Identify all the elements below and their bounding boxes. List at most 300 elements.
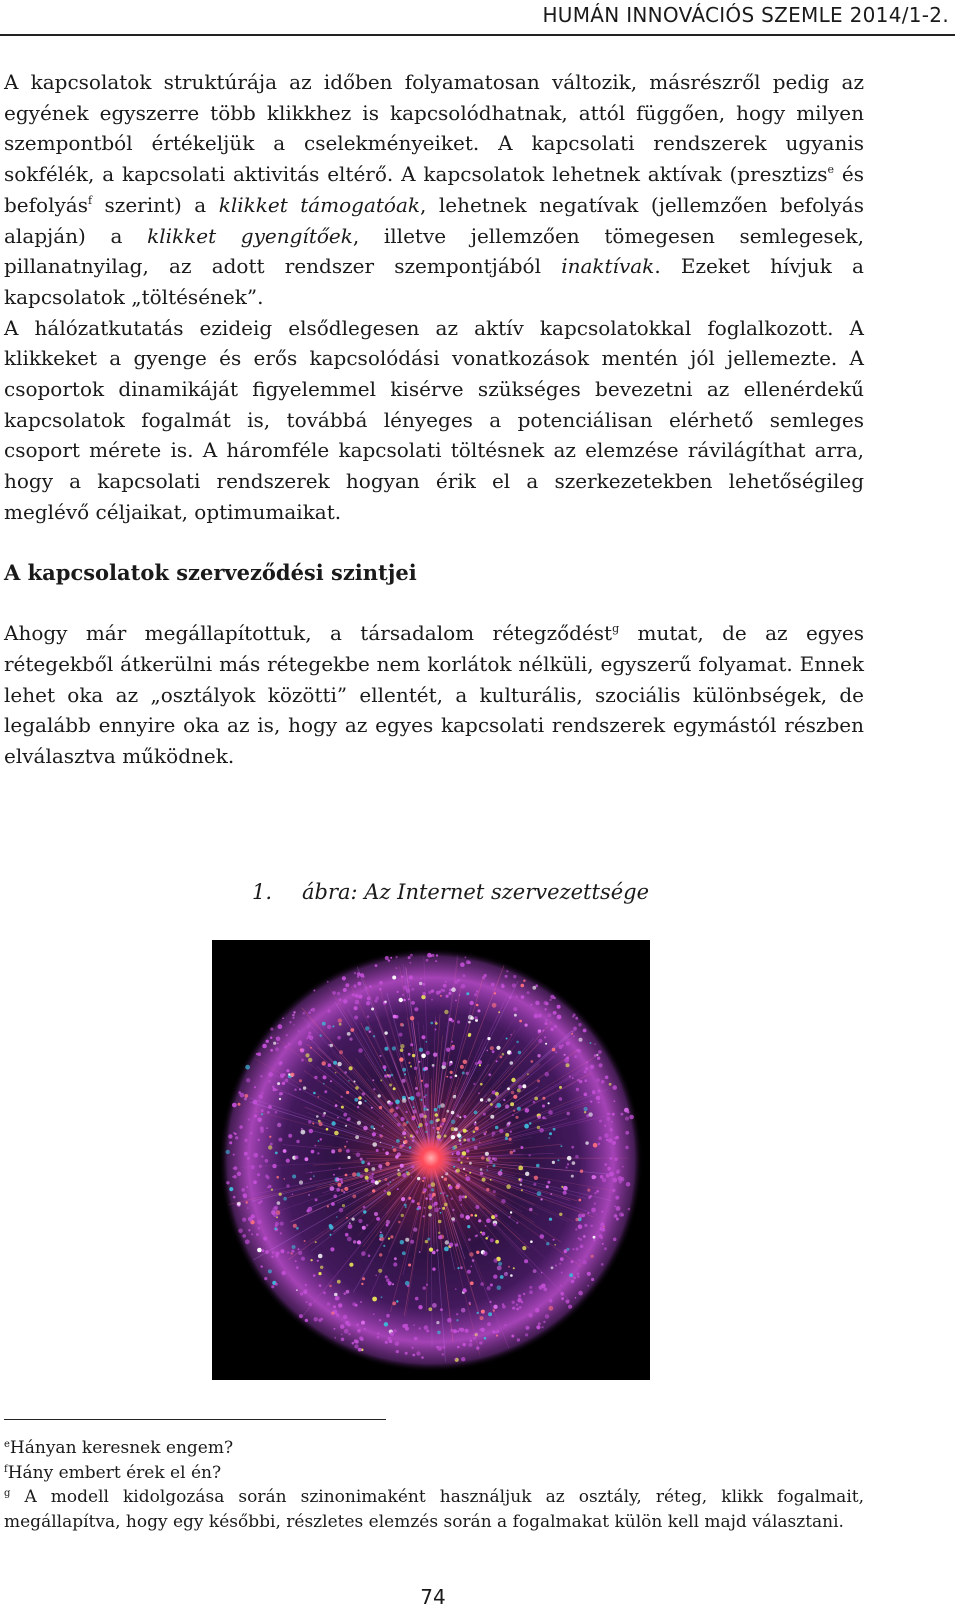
network-node — [371, 1167, 375, 1171]
network-node — [369, 1031, 371, 1033]
network-node — [580, 1170, 583, 1173]
footnote-g: $^g$ A modell kidolgozása során szinonimaként használjuk az osztály, réteg, klikk fogalmait, megállapítva, hogy egy későbbi, részletes elemzés során a fogalmakat külön kell majd választani. — [4, 1487, 864, 1532]
network-node — [472, 1259, 475, 1262]
network-node — [401, 1214, 404, 1217]
network-node — [276, 1176, 279, 1179]
network-node — [296, 1227, 299, 1230]
network-node — [470, 1214, 473, 1217]
network-node — [472, 1138, 475, 1141]
network-node — [585, 1079, 588, 1082]
network-node — [429, 1248, 433, 1252]
network-node — [337, 1183, 341, 1187]
network-node — [492, 1003, 497, 1008]
network-node — [334, 1337, 336, 1339]
network-node — [451, 1020, 454, 1023]
network-node — [256, 1233, 259, 1236]
network-node — [466, 1072, 469, 1075]
network-node — [566, 1063, 570, 1067]
network-node — [456, 1151, 460, 1155]
network-node — [416, 1092, 421, 1097]
network-node — [475, 1235, 478, 1238]
network-node — [330, 1080, 332, 1082]
network-node — [485, 1131, 487, 1133]
network-node — [493, 1309, 495, 1311]
network-node — [339, 1167, 341, 1169]
network-node — [411, 1176, 413, 1178]
network-node — [265, 1159, 269, 1163]
network-node — [456, 1319, 458, 1321]
network-node — [511, 1078, 515, 1082]
network-node — [361, 1283, 363, 1285]
network-node — [266, 1176, 269, 1179]
network-node — [276, 1089, 278, 1091]
network-node — [402, 1144, 405, 1147]
network-node — [491, 983, 495, 987]
network-node — [374, 999, 377, 1002]
network-node — [432, 1303, 437, 1308]
network-node — [456, 1183, 460, 1187]
network-node — [457, 1346, 460, 1349]
network-node — [466, 1176, 471, 1181]
network-node — [424, 1191, 426, 1193]
network-node — [411, 1200, 414, 1203]
network-node — [604, 1133, 609, 1138]
network-node — [337, 1062, 341, 1066]
network-node — [243, 1195, 246, 1198]
network-node — [519, 1020, 522, 1023]
network-node — [566, 1041, 570, 1045]
network-node — [424, 1067, 428, 1071]
network-node — [444, 1203, 448, 1207]
network-node — [563, 1191, 567, 1195]
network-node — [373, 1088, 375, 1090]
network-node — [301, 1059, 304, 1062]
network-node — [379, 1134, 382, 1137]
network-node — [408, 981, 410, 983]
network-node — [469, 1162, 472, 1165]
network-node — [360, 995, 363, 998]
network-node — [313, 1092, 316, 1095]
network-node — [410, 1065, 412, 1067]
network-node — [451, 1120, 456, 1125]
network-node — [427, 1238, 430, 1241]
network-node — [436, 1321, 439, 1324]
network-node — [493, 1164, 496, 1167]
network-node — [343, 1315, 348, 1320]
network-node — [275, 1224, 278, 1227]
network-node — [500, 1169, 502, 1171]
network-node — [397, 1188, 399, 1190]
network-node — [479, 1142, 481, 1144]
figure-number: 1. — [252, 880, 273, 904]
network-node — [614, 1100, 616, 1102]
network-node — [612, 1141, 616, 1145]
network-node — [495, 1331, 498, 1334]
network-node — [576, 1088, 579, 1091]
network-node — [308, 1302, 312, 1306]
network-node — [233, 1154, 235, 1156]
network-node — [419, 1113, 424, 1118]
network-node — [278, 1138, 282, 1142]
network-node — [357, 982, 361, 986]
network-node — [335, 1072, 337, 1074]
network-node — [571, 1280, 575, 1284]
network-node — [299, 1079, 302, 1082]
network-node — [446, 995, 449, 998]
network-node — [322, 1114, 325, 1117]
network-node — [516, 1308, 519, 1311]
network-node — [245, 1239, 250, 1244]
network-node — [290, 1252, 292, 1254]
network-node — [344, 1146, 346, 1148]
network-node — [513, 1150, 516, 1153]
network-node — [308, 1011, 311, 1014]
network-node — [504, 1324, 506, 1326]
network-node — [525, 1172, 529, 1176]
network-node — [572, 1248, 574, 1250]
network-node — [505, 975, 508, 978]
network-node — [280, 1249, 284, 1253]
network-node — [295, 1260, 297, 1262]
network-node — [307, 1035, 310, 1038]
network-node — [472, 1334, 474, 1336]
network-node — [453, 1329, 457, 1333]
network-node — [349, 1038, 352, 1041]
network-node — [457, 1133, 461, 1137]
network-node — [261, 1109, 264, 1112]
network-node — [399, 1033, 403, 1037]
network-node — [579, 1259, 581, 1261]
network-node — [459, 1116, 461, 1118]
network-node — [590, 1101, 592, 1103]
network-node — [513, 1110, 515, 1112]
network-node — [594, 1054, 597, 1057]
network-node — [564, 1058, 569, 1063]
figure-caption-text: ábra: Az Internet szervezettsége — [302, 880, 650, 904]
network-node — [438, 1105, 441, 1108]
network-node — [584, 1224, 587, 1227]
network-node — [380, 1168, 382, 1170]
network-node — [322, 1022, 326, 1026]
network-node — [521, 995, 525, 999]
network-node — [375, 964, 378, 967]
network-node — [575, 1017, 578, 1020]
network-node — [314, 1145, 316, 1147]
network-node — [292, 1017, 294, 1019]
network-node — [305, 1157, 309, 1161]
network-node — [506, 1184, 511, 1189]
network-node — [292, 1014, 295, 1017]
network-node — [318, 1319, 321, 1322]
network-node — [461, 1155, 464, 1158]
network-node — [415, 1087, 418, 1090]
network-node — [603, 1226, 605, 1228]
network-node — [498, 1262, 502, 1266]
network-node — [610, 1157, 613, 1160]
network-node — [535, 1308, 540, 1313]
network-node — [345, 1321, 350, 1326]
network-node — [427, 1330, 430, 1333]
network-node — [366, 1224, 368, 1226]
network-node — [500, 1275, 504, 1279]
network-node — [553, 1011, 557, 1015]
network-node — [493, 1223, 496, 1226]
network-node — [298, 1248, 300, 1250]
network-node — [360, 1301, 362, 1303]
network-node — [341, 1096, 343, 1098]
network-node — [518, 1085, 522, 1089]
network-node — [423, 1215, 425, 1217]
network-node — [568, 1305, 572, 1309]
network-node — [600, 1175, 604, 1179]
network-node — [553, 1128, 556, 1131]
network-node — [384, 1031, 387, 1034]
network-node — [387, 1074, 389, 1076]
network-node — [401, 1197, 405, 1201]
network-node — [400, 1164, 404, 1168]
footnote-ref-e[interactable]: e — [827, 163, 835, 177]
network-node — [541, 1284, 546, 1289]
network-node — [356, 1172, 360, 1176]
network-node — [275, 1111, 278, 1114]
network-node — [482, 1232, 486, 1236]
running-header — [0, 0, 955, 36]
network-node — [608, 1138, 612, 1142]
network-node — [331, 1121, 335, 1125]
network-node — [330, 1186, 335, 1191]
network-node — [354, 1081, 356, 1083]
network-node — [470, 1266, 472, 1268]
network-node — [426, 1051, 430, 1055]
network-node — [463, 1129, 467, 1133]
network-node — [598, 1050, 602, 1054]
network-node — [318, 1254, 323, 1259]
network-node — [614, 1206, 616, 1208]
network-node — [313, 1175, 315, 1177]
network-node — [533, 1101, 536, 1104]
network-node — [397, 1172, 401, 1176]
footnote-ref-f[interactable]: f — [87, 193, 93, 207]
network-node — [587, 1272, 591, 1276]
network-node — [514, 1014, 517, 1017]
network-node — [314, 1076, 317, 1079]
network-node — [508, 1266, 510, 1268]
network-node — [504, 1272, 508, 1276]
network-node — [468, 1343, 472, 1347]
network-node — [537, 1126, 540, 1129]
network-node — [298, 1251, 302, 1255]
network-node — [248, 1118, 250, 1120]
network-node — [298, 1030, 300, 1032]
network-node — [598, 1090, 600, 1092]
network-node — [246, 1078, 250, 1082]
network-node — [545, 1118, 547, 1120]
network-node — [270, 1143, 273, 1146]
network-node — [244, 1152, 248, 1156]
network-node — [386, 1278, 390, 1282]
network-node — [401, 976, 404, 979]
network-node — [409, 985, 411, 987]
network-node — [248, 1229, 250, 1231]
network-node — [480, 1098, 483, 1101]
network-node — [293, 1024, 295, 1026]
network-node — [441, 1122, 444, 1125]
network-node — [559, 1263, 561, 1265]
network-node — [414, 1007, 418, 1011]
network-node — [451, 1198, 453, 1200]
network-node — [463, 1139, 466, 1142]
network-node — [283, 1197, 287, 1201]
network-node — [272, 1086, 275, 1089]
network-node — [422, 992, 426, 996]
network-node — [454, 980, 458, 984]
network-node — [331, 1202, 335, 1206]
network-node — [551, 1266, 554, 1269]
network-node — [607, 1113, 609, 1115]
network-node — [261, 1113, 263, 1115]
network-node — [355, 1086, 359, 1090]
network-node — [478, 1009, 481, 1012]
network-node — [462, 1072, 465, 1075]
network-node — [492, 1330, 495, 1333]
network-node — [545, 1072, 550, 1077]
network-node — [226, 1150, 230, 1154]
network-node — [257, 1248, 262, 1253]
network-node — [346, 1217, 348, 1219]
network-node — [489, 1301, 491, 1303]
network-node — [365, 1176, 369, 1180]
network-node — [273, 1088, 277, 1092]
network-node — [506, 1124, 509, 1127]
network-node — [383, 1149, 385, 1151]
network-node — [487, 1169, 489, 1171]
network-node — [361, 1251, 366, 1256]
network-node — [571, 1260, 574, 1263]
network-node — [460, 1266, 463, 1269]
network-node — [525, 1333, 528, 1336]
network-node — [555, 1265, 557, 1267]
network-node — [412, 1054, 415, 1057]
network-node — [510, 1211, 512, 1213]
network-node — [612, 1113, 615, 1116]
network-node — [279, 1098, 281, 1100]
network-node — [566, 1166, 568, 1168]
network-node — [516, 1222, 518, 1224]
network-node — [529, 1208, 533, 1212]
network-node — [333, 1305, 336, 1308]
network-node — [427, 953, 432, 958]
network-node — [329, 1224, 333, 1228]
network-node — [378, 1180, 381, 1183]
network-node — [234, 1166, 238, 1170]
network-node — [454, 1127, 458, 1131]
network-node — [566, 1248, 569, 1251]
network-node — [586, 1061, 588, 1063]
network-node — [400, 1240, 404, 1244]
network-node — [535, 984, 538, 987]
network-node — [401, 1117, 403, 1119]
network-node — [250, 1132, 253, 1135]
network-node — [594, 1043, 596, 1045]
network-node — [596, 1096, 601, 1101]
network-node — [352, 1194, 356, 1198]
footnotes — [4, 1436, 864, 1534]
network-node — [575, 1155, 579, 1159]
network-node — [469, 1302, 471, 1304]
network-node — [543, 1288, 547, 1292]
network-node — [496, 1095, 499, 1098]
network-node — [343, 1191, 345, 1193]
network-node — [513, 1007, 517, 1011]
network-node — [349, 1263, 353, 1267]
network-node — [452, 1209, 454, 1211]
network-node — [458, 979, 461, 982]
network-node — [537, 1115, 541, 1119]
network-node — [273, 1213, 278, 1218]
network-node — [460, 1065, 464, 1069]
network-node — [404, 1204, 407, 1207]
network-node — [577, 1276, 579, 1278]
network-node — [396, 1139, 400, 1143]
network-node — [308, 1207, 313, 1212]
network-node — [293, 1224, 297, 1228]
network-node — [406, 1111, 408, 1113]
network-node — [565, 1299, 569, 1303]
network-node — [461, 1357, 465, 1361]
network-node — [432, 1251, 436, 1255]
network-node — [513, 1095, 517, 1099]
network-node — [337, 992, 340, 995]
network-node — [394, 1257, 397, 1260]
network-node — [237, 1202, 241, 1206]
network-node — [373, 1313, 375, 1315]
footnote-ref-g[interactable]: g — [612, 622, 620, 636]
network-node — [348, 1080, 350, 1082]
network-node — [537, 1080, 540, 1083]
network-node — [487, 1037, 490, 1040]
network-node — [320, 1034, 322, 1036]
network-node — [308, 1058, 312, 1062]
network-node — [308, 1026, 310, 1028]
network-node — [450, 1071, 453, 1074]
network-node — [571, 1146, 574, 1149]
network-node — [534, 1014, 539, 1019]
network-node — [549, 1299, 553, 1303]
network-node — [343, 1113, 347, 1117]
network-node — [601, 1080, 605, 1084]
network-node — [405, 1352, 408, 1355]
network-node — [587, 1189, 590, 1192]
network-node — [382, 1125, 384, 1127]
network-node — [412, 1354, 415, 1357]
network-node — [590, 1225, 593, 1228]
network-node — [431, 1182, 436, 1187]
network-node — [490, 1238, 494, 1242]
network-node — [410, 1096, 415, 1101]
network-node — [287, 1251, 290, 1254]
network-node — [560, 1285, 562, 1287]
network-node — [614, 1214, 618, 1218]
network-node — [432, 1196, 434, 1198]
network-node — [317, 1152, 319, 1154]
network-node — [439, 1208, 441, 1210]
network-node — [596, 1078, 600, 1082]
network-node — [412, 1347, 414, 1349]
footnote-e: $^e$Hányan keresnek engem? — [4, 1438, 234, 1458]
network-node — [505, 1104, 509, 1108]
network-node — [435, 1022, 438, 1025]
network-node — [614, 1158, 617, 1161]
